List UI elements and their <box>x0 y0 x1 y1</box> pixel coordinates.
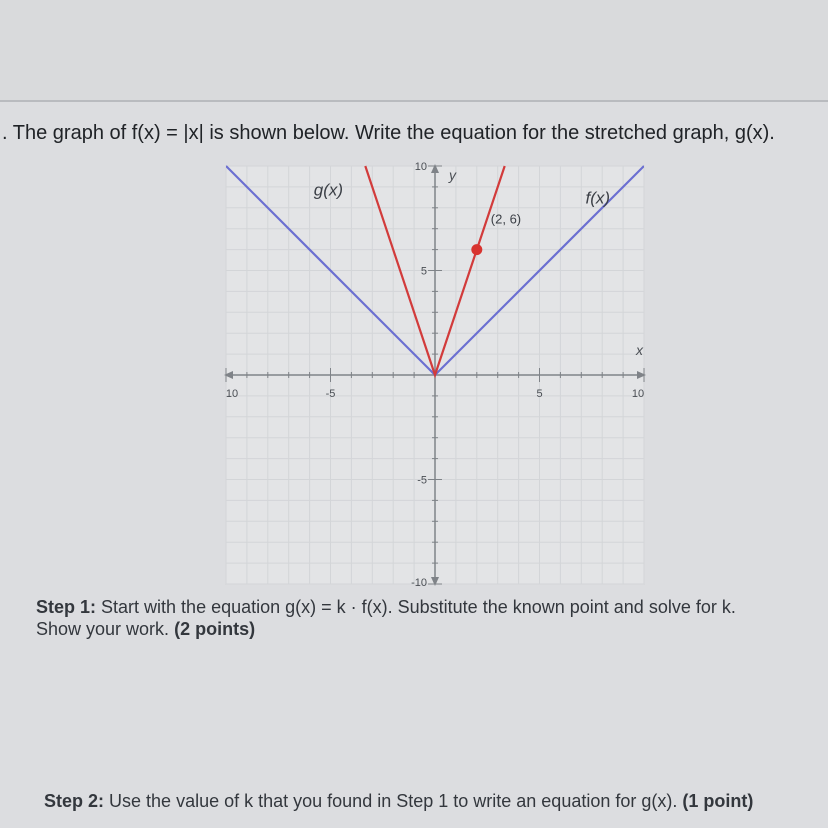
graph <box>208 152 660 588</box>
series-label-f: f(x) <box>585 188 611 208</box>
question-body: The graph of f(x) = |x| is shown below. Write the equation for the stretched graph, g(x). <box>12 122 775 144</box>
y-tick-label: -5 <box>417 474 427 487</box>
step-1-show-work: Show your work. <box>36 619 170 639</box>
step-2 <box>44 790 828 812</box>
series-label-g: g(x) <box>313 180 344 200</box>
x-tick-label: 5 <box>536 388 543 400</box>
top-bar <box>0 0 828 102</box>
step-1 <box>36 596 826 640</box>
question-prefix: . <box>2 122 13 144</box>
step-1-text: Start with the equation g(x) = k · f(x). Substitute the known point and solve for k. <box>101 597 736 617</box>
point-label: (2, 6) <box>490 211 522 227</box>
point-marker <box>471 244 482 255</box>
step-2-label: Step 2: <box>44 791 105 811</box>
y-tick-label: 10 <box>414 161 427 173</box>
x-axis-label: x <box>636 342 643 358</box>
graph-svg <box>208 152 660 588</box>
y-axis-label: y <box>449 167 456 183</box>
x-tick-label: 10 <box>225 388 239 400</box>
x-tick-label: -5 <box>325 388 336 400</box>
step-2-text: Use the value of k that you found in Step 1 to write an equation for g(x). <box>109 791 678 811</box>
step-2-points: (1 point) <box>682 791 754 811</box>
x-tick-label: 10 <box>631 388 645 400</box>
step-1-label: Step 1: <box>36 597 97 617</box>
step-1-points: (2 points) <box>174 619 256 639</box>
y-tick-label: 5 <box>420 265 427 278</box>
question-text <box>2 122 828 145</box>
y-tick-label: -10 <box>411 577 427 588</box>
